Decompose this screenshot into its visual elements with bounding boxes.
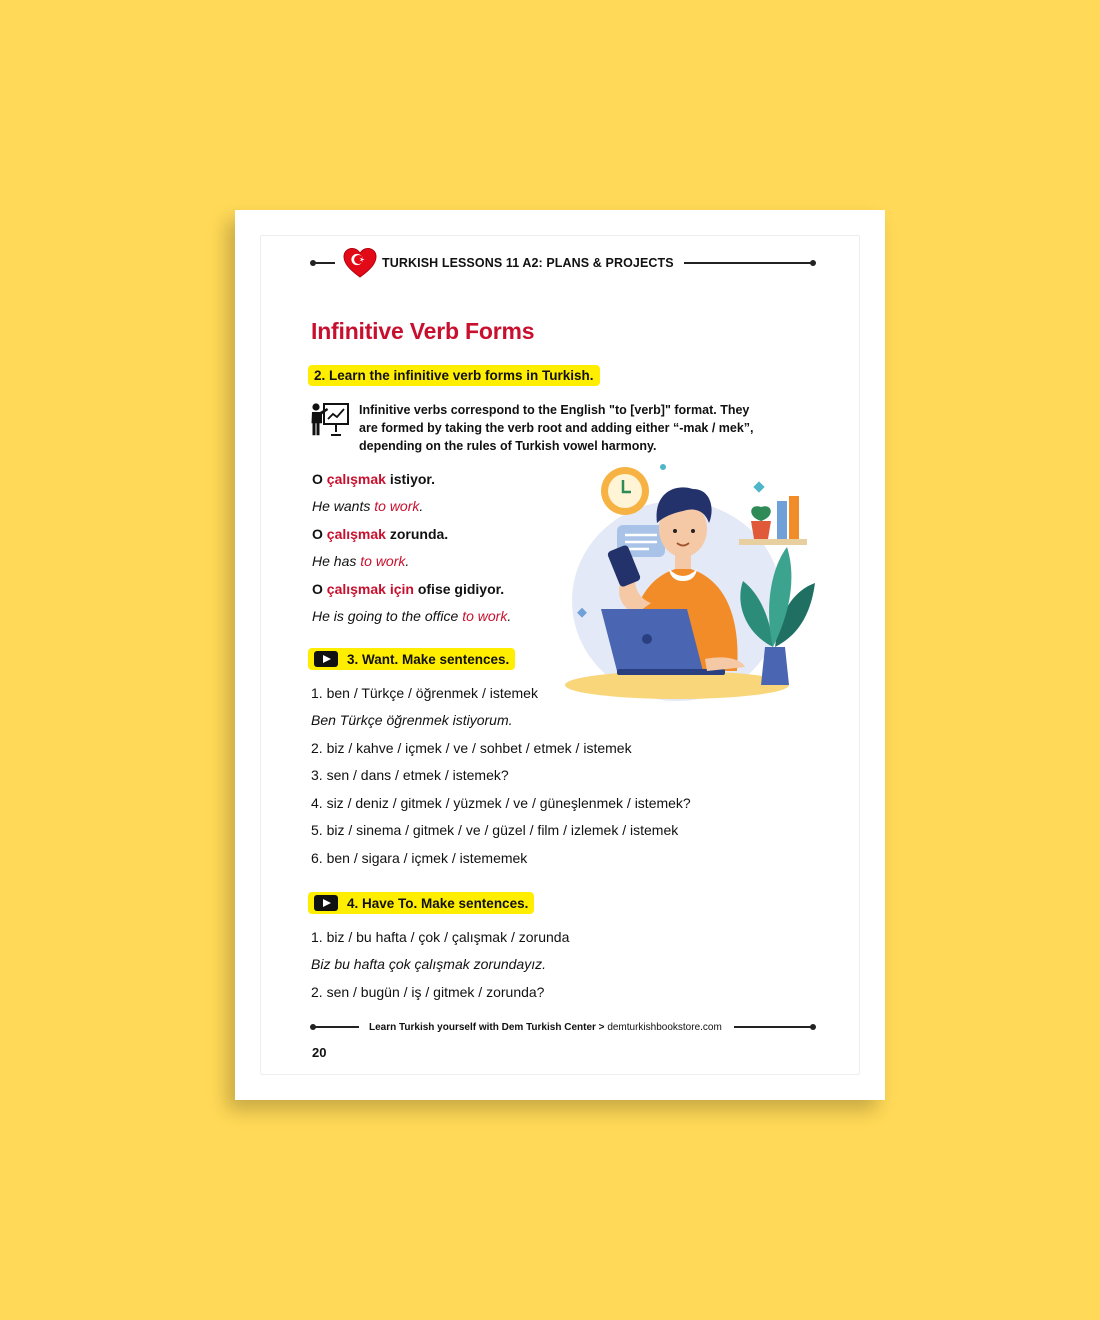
footer-rule-left [313,1026,359,1028]
footer-url: demturkishbookstore.com [607,1021,722,1033]
intro-line: Infinitive verbs correspond to the English "to [verb]" format. They [359,403,750,417]
list-item: 3. sen / dans / etmek / istemek? [311,767,509,783]
example-turkish: O çalışmak zorunda. [312,526,449,542]
turkish-flag-heart-icon [343,247,377,279]
header-rule-right [684,262,813,264]
section-3-label-text: 3. Want. Make sentences. [347,651,510,667]
intro-line: depending on the rules of Turkish vowel harmony. [359,439,657,453]
list-item: 6. ben / sigara / içmek / istememek [311,850,528,866]
play-icon [314,895,338,911]
workbook-page [235,210,885,1100]
play-icon [314,651,338,667]
teacher-board-icon [309,402,351,438]
section-3-label [308,648,515,670]
page-title: Infinitive Verb Forms [311,318,535,344]
section-4-label-text: 4. Have To. Make sentences. [347,895,529,911]
list-item: 1. ben / Türkçe / öğrenmek / istemek [311,685,538,701]
list-item: 4. siz / deniz / gitmek / yüzmek / ve / güneşlenmek / istemek? [311,795,691,811]
man-working-laptop-illustration [565,463,820,703]
example-turkish: O çalışmak istiyor. [312,471,435,487]
list-item: 1. biz / bu hafta / çok / çalışmak / zorunda [311,929,570,945]
list-item: 5. biz / sinema / gitmek / ve / güzel / film / izlemek / istemek [311,822,679,838]
section-2-label: 2. Learn the infinitive verb forms in Turkish. [308,365,600,386]
list-item-answer: Biz bu hafta çok çalışmak zorundayız. [311,956,546,972]
list-item: 2. biz / kahve / içmek / ve / sohbet / etmek / istemek [311,740,632,756]
page-header [313,248,813,278]
header-title: TURKISH LESSONS 11 A2: PLANS & PROJECTS [382,256,674,270]
footer-text: Learn Turkish yourself with Dem Turkish Center > demturkishbookstore.com [369,1021,722,1033]
example-english: He has to work. [312,553,410,569]
page-number: 20 [312,1045,327,1060]
page-footer [313,1020,813,1034]
example-english: He wants to work. [312,498,424,514]
example-turkish: O çalışmak için ofise gidiyor. [312,581,505,597]
list-item-answer: Ben Türkçe öğrenmek istiyorum. [311,712,513,728]
intro-text [359,401,799,455]
list-item: 2. sen / bugün / iş / gitmek / zorunda? [311,984,545,1000]
example-english: He is going to the office to work. [312,608,512,624]
section-4-label [308,892,534,914]
intro-line: are formed by taking the verb root and adding either “-mak / mek”, [359,421,754,435]
footer-rule-right [734,1026,813,1028]
header-rule-left [313,262,335,264]
